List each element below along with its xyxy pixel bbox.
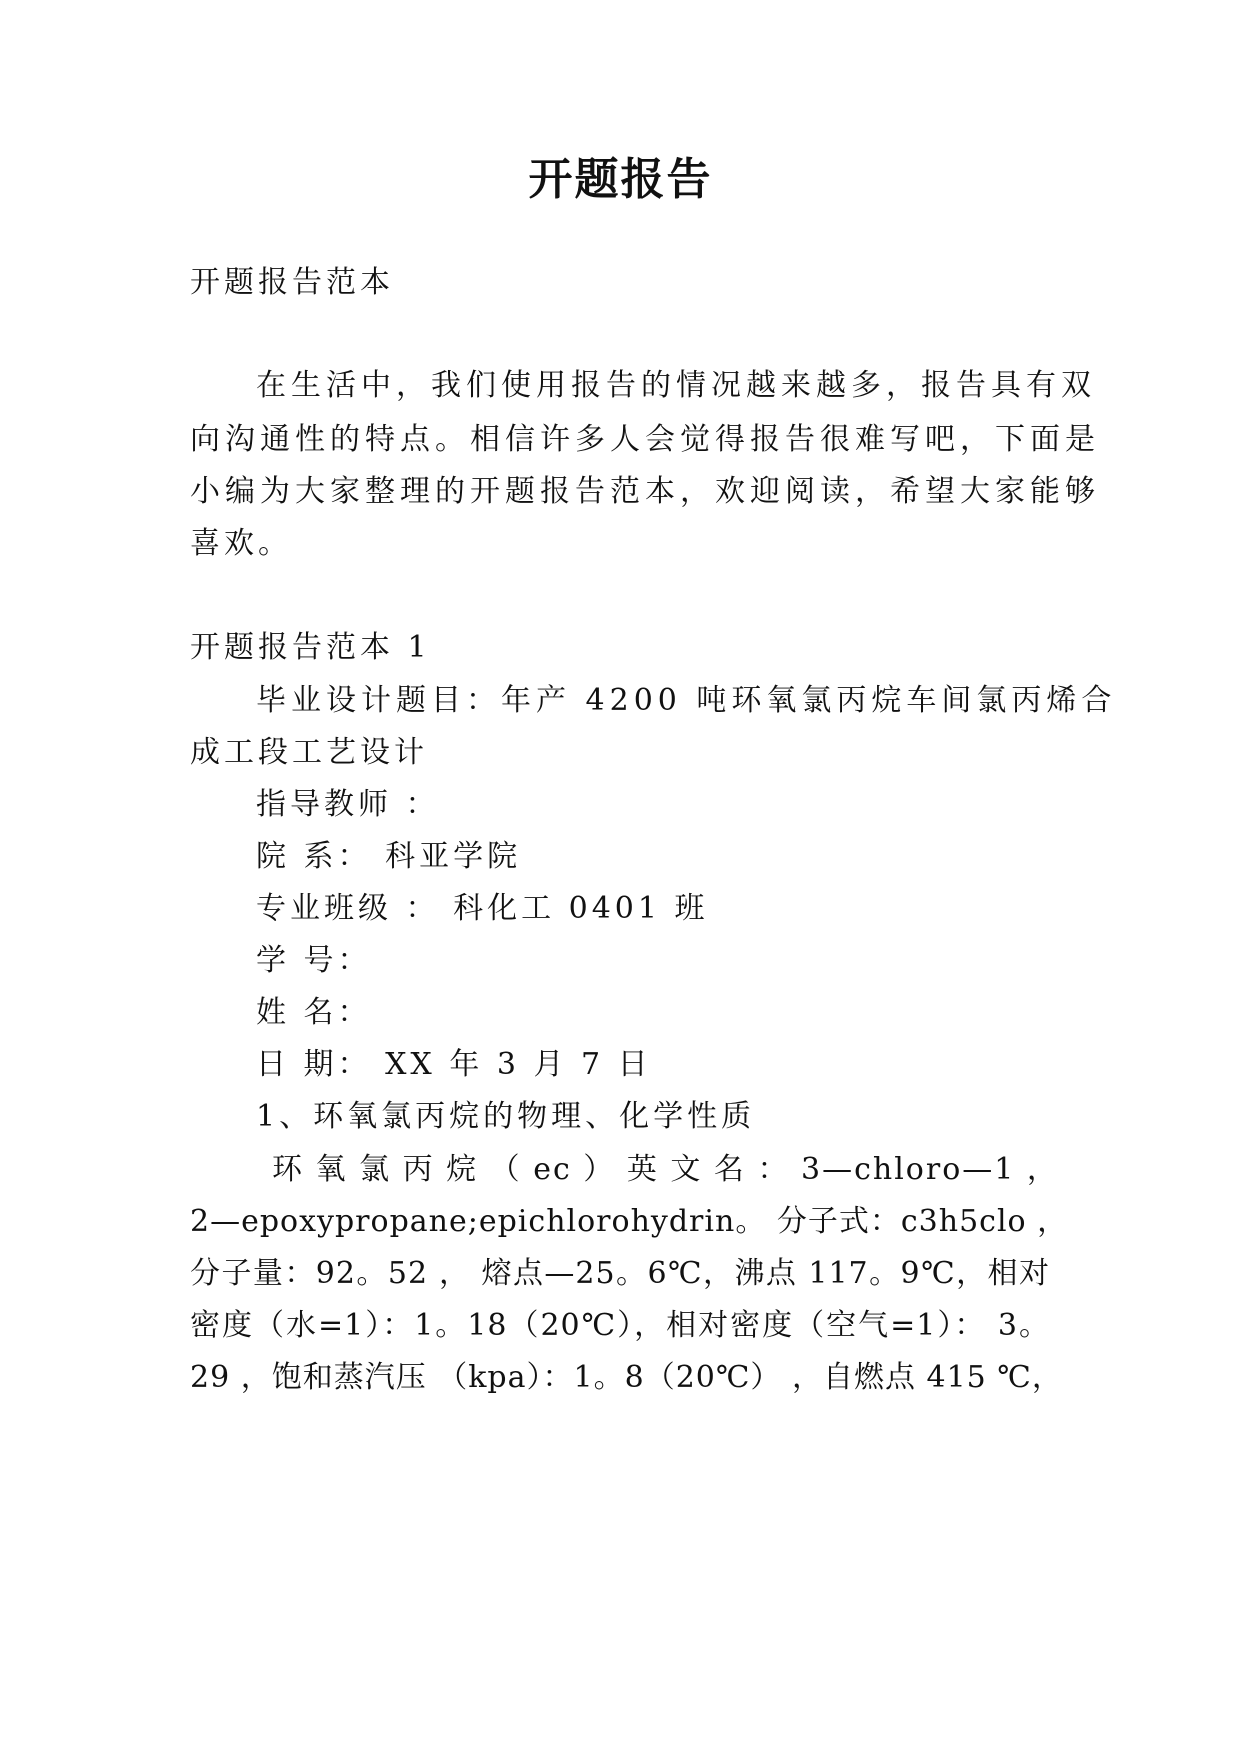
- section-heading: 开题报告范本 1: [190, 630, 431, 665]
- body-line-2: 2—epoxypropane;epichlorohydrin。 分子式：c3h5clo ，: [190, 1204, 1069, 1239]
- body-line-4: 密度（水=1）：1。18（20℃），相对密度（空气=1）： 3。: [190, 1308, 1050, 1343]
- body-line-1: 环 氧 氯 丙 烷 （ ec ） 英 文 名 ： 3—chloro—1 ，: [272, 1152, 1059, 1187]
- topic-line-2: 成工段工艺设计: [190, 735, 428, 770]
- intro-line-1: 在生活中，我们使用报告的情况越来越多，报告具有双: [256, 368, 1096, 403]
- department-field: 院 系： 科亚学院: [256, 839, 522, 874]
- class-field: 专业班级 ： 科化工 0401 班: [256, 891, 709, 926]
- intro-line-2: 向沟通性的特点。相信许多人会觉得报告很难写吧，下面是: [190, 422, 1100, 457]
- document-subtitle: 开题报告范本: [190, 265, 394, 300]
- item-heading: 1、环氧氯丙烷的物理、化学性质: [256, 1099, 756, 1134]
- body-line-5: 29 ，饱和蒸汽压 （kpa）：1。8（20℃） ，自燃点 415 ℃，: [190, 1360, 1063, 1395]
- name-field: 姓 名：: [256, 995, 372, 1030]
- body-line-3: 分子量：92。52 ， 熔点—25。6℃，沸点 117。9℃，相对: [190, 1256, 1050, 1291]
- topic-line-1: 毕业设计题目：年产 4200 吨环氧氯丙烷车间氯丙烯合: [256, 683, 1117, 718]
- date-field: 日 期： XX 年 3 月 7 日: [256, 1047, 652, 1082]
- advisor-field: 指导教师 ：: [256, 787, 440, 822]
- student-id-field: 学 号：: [256, 943, 372, 978]
- intro-line-4: 喜欢。: [190, 526, 292, 561]
- intro-line-3: 小编为大家整理的开题报告范本，欢迎阅读，希望大家能够: [190, 474, 1100, 509]
- document-title: 开题报告: [528, 154, 713, 205]
